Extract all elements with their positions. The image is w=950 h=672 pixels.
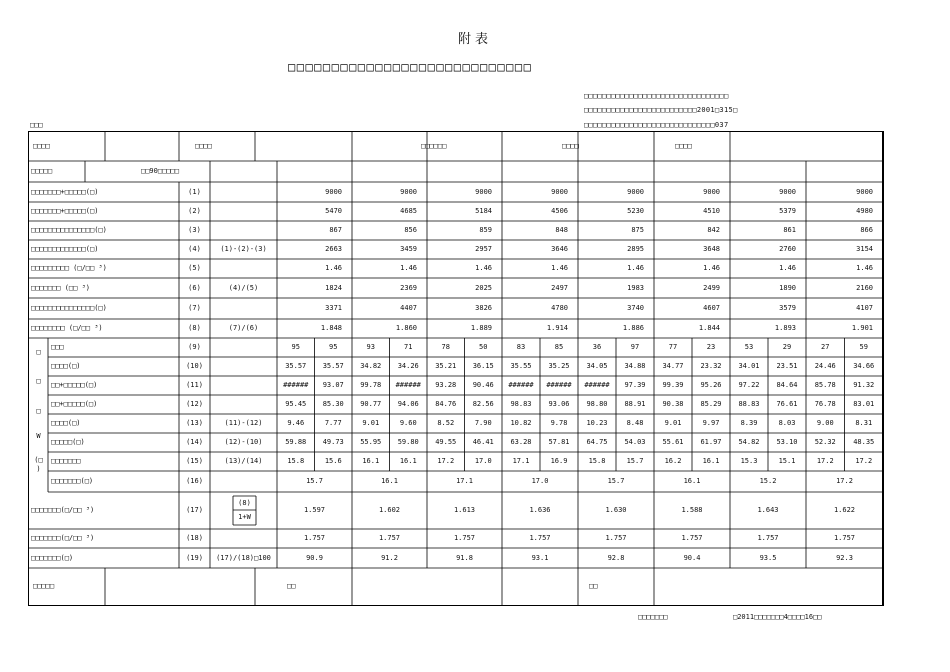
row-value: 9000 xyxy=(551,187,568,196)
moisture-value: 71 xyxy=(404,343,413,351)
moisture-value: 85 xyxy=(554,343,564,351)
row-value: 3826 xyxy=(475,304,492,312)
moisture-row-label: □□□□□□□(□) xyxy=(51,477,94,485)
final-value: 1.643 xyxy=(757,506,779,514)
row-value: 2663 xyxy=(325,245,342,253)
header-line-1: □□□□□□□□□□□□□□□□□□□□□□□□□□□□□□□□ xyxy=(584,92,729,100)
row-value: 9000 xyxy=(627,187,644,196)
header-row2-label: □□□□□ xyxy=(31,167,53,175)
row-value: 1.46 xyxy=(551,264,568,272)
row-number: (7) xyxy=(188,304,201,312)
moisture-row-label: □□+□□□□□(□) xyxy=(51,381,98,389)
row-number: (6) xyxy=(188,283,201,292)
row-value: 875 xyxy=(631,226,644,234)
moisture-value: 77 xyxy=(668,343,678,351)
row-value: 1.848 xyxy=(320,324,342,332)
final-value: 93.5 xyxy=(759,553,777,562)
moisture-value: 76.61 xyxy=(776,400,798,408)
moisture-avg-value: 17.0 xyxy=(531,477,549,485)
row-value: 3646 xyxy=(551,245,568,253)
row-value: 2025 xyxy=(475,283,492,292)
moisture-side-label: □ xyxy=(36,406,41,415)
moisture-value: 9.60 xyxy=(399,419,417,427)
row-number: (11) xyxy=(186,381,203,389)
moisture-value: 15.1 xyxy=(778,457,796,465)
row-number: (4) xyxy=(188,245,201,253)
moisture-row-label: □□□□□(□) xyxy=(51,438,85,446)
moisture-value: 17.0 xyxy=(474,457,492,465)
final-value: 1.757 xyxy=(681,534,703,542)
row-number: (19) xyxy=(186,553,203,562)
moisture-side-label: □ xyxy=(36,347,41,356)
row-label: □□□□□□□ (□□ ³) xyxy=(31,283,91,292)
moisture-value: 97.22 xyxy=(738,381,760,389)
row-label: □□□□□□□+□□□□□(□) xyxy=(31,207,99,215)
moisture-value: ###### xyxy=(546,381,572,389)
row-value: 1.860 xyxy=(395,324,417,332)
row-value: 5184 xyxy=(475,207,492,215)
moisture-value: 85.29 xyxy=(700,400,722,408)
row-value: 1.46 xyxy=(627,264,644,272)
row-value: 1.889 xyxy=(470,324,492,332)
row-value: 4107 xyxy=(856,304,873,312)
moisture-value: 10.82 xyxy=(510,419,532,427)
moisture-value: 29 xyxy=(782,343,792,351)
moisture-side-label: □ xyxy=(36,376,41,385)
row-value: 5230 xyxy=(627,207,644,215)
row-value: 2497 xyxy=(551,283,568,292)
moisture-side-label: W xyxy=(36,431,41,440)
moisture-value: 9.97 xyxy=(702,419,720,427)
row-value: 1.46 xyxy=(400,264,417,272)
row-value: 867 xyxy=(329,226,342,234)
moisture-row-label: □□□ xyxy=(51,343,64,351)
moisture-value: 50 xyxy=(479,343,488,351)
moisture-value: 8.52 xyxy=(437,419,455,427)
moisture-value: 83.01 xyxy=(853,400,875,408)
moisture-value: 61.97 xyxy=(700,438,722,446)
final-value: 1.757 xyxy=(833,534,856,542)
final-row-label: □□□□□□□(□) xyxy=(31,553,74,562)
moisture-value: ###### xyxy=(395,381,421,389)
moisture-avg-value: 17.1 xyxy=(456,477,473,485)
moisture-value: 35.57 xyxy=(322,362,344,370)
moisture-value: ###### xyxy=(283,381,309,389)
row-number: (10) xyxy=(186,362,203,370)
moisture-value: 16.2 xyxy=(664,457,682,465)
moisture-value: 90.46 xyxy=(472,381,494,389)
row-value: 2895 xyxy=(627,245,644,253)
moisture-row-label: □□□□(□) xyxy=(51,419,81,427)
final-value: 90.4 xyxy=(683,553,701,562)
final-value: 1.636 xyxy=(529,506,551,514)
formula-numerator: (8) xyxy=(238,498,251,507)
row-value: 9000 xyxy=(325,187,342,196)
moisture-value: 59.88 xyxy=(285,438,307,446)
page-subtitle: □□□□□□□□□□□□□□□□□□□□□□□□□□□□ xyxy=(288,60,533,74)
row-value: 1890 xyxy=(779,283,796,292)
moisture-value: 55.95 xyxy=(360,438,382,446)
row-value: 2957 xyxy=(475,245,492,253)
moisture-value: 59 xyxy=(859,343,868,351)
moisture-avg-value: 16.1 xyxy=(683,477,701,485)
row-value: 9000 xyxy=(703,187,720,196)
page-title: 附表 xyxy=(457,32,492,47)
moisture-value: 17.1 xyxy=(512,457,530,465)
moisture-value: 10.23 xyxy=(586,419,608,427)
moisture-value: 8.03 xyxy=(778,419,796,427)
header-cell-project: □□□□ xyxy=(33,142,50,150)
row-value: 3579 xyxy=(779,304,796,312)
moisture-value: 46.41 xyxy=(472,438,494,446)
moisture-value: 99.39 xyxy=(662,381,684,389)
final-value: 91.2 xyxy=(381,553,398,562)
moisture-value: 55.61 xyxy=(662,438,684,446)
row-value: 1.46 xyxy=(856,264,873,272)
moisture-value: 76.78 xyxy=(814,400,836,408)
moisture-value: 15.7 xyxy=(626,457,644,465)
moisture-value: 9.78 xyxy=(550,419,568,427)
moisture-value: 27 xyxy=(821,343,830,351)
row-value: 3371 xyxy=(325,304,342,312)
moisture-value: 23.32 xyxy=(700,362,722,370)
moisture-value: 34.01 xyxy=(738,362,760,370)
header-cell-5: □□□□ xyxy=(675,142,692,150)
final-value: 92.8 xyxy=(607,553,625,562)
row-number: (15) xyxy=(186,457,203,465)
moisture-value: 84.64 xyxy=(776,381,798,389)
moisture-value: 88.83 xyxy=(738,400,760,408)
final-value: 1.622 xyxy=(833,506,856,514)
header-row2-value: □□90□□□□□ xyxy=(141,167,179,175)
moisture-value: 7.90 xyxy=(474,419,492,427)
header-line-3: □□□□□□□□□□□□□□□□□□□□□□□□□□□□□037 xyxy=(584,121,729,129)
moisture-value: 36.15 xyxy=(472,362,494,370)
moisture-value: 59.80 xyxy=(397,438,419,446)
moisture-avg-value: 17.2 xyxy=(836,477,853,485)
row-value: 1.893 xyxy=(774,324,796,332)
row-label: □□□□□□□□□ (□/□□ ³) xyxy=(31,264,107,272)
moisture-value: 9.00 xyxy=(816,419,834,427)
final-value: 1.597 xyxy=(303,506,326,514)
row-value: 2760 xyxy=(779,245,796,253)
row-value: 1.46 xyxy=(475,264,492,272)
row-formula: (4)/(5) xyxy=(228,283,259,292)
final-row-label: □□□□□□□(□/□□ ³) xyxy=(31,534,95,542)
final-value: 91.8 xyxy=(456,553,473,562)
final-value: 93.1 xyxy=(531,553,549,562)
row-label: □□□□□□□□□□□□□(□) xyxy=(31,245,99,253)
moisture-value: 93 xyxy=(366,343,375,351)
moisture-value: 54.82 xyxy=(738,438,760,446)
row-value: 4506 xyxy=(551,207,568,215)
moisture-value: 15.8 xyxy=(588,457,606,465)
row-number: (17) xyxy=(186,506,203,514)
moisture-row-label: □□□□(□) xyxy=(51,362,81,370)
moisture-value: 63.28 xyxy=(510,438,532,446)
moisture-value: 9.01 xyxy=(362,419,380,427)
moisture-value: 24.46 xyxy=(814,362,836,370)
moisture-value: 34.26 xyxy=(397,362,419,370)
moisture-value: 35.21 xyxy=(435,362,457,370)
moisture-value: 34.66 xyxy=(853,362,875,370)
moisture-value: 8.39 xyxy=(740,419,758,427)
row-label: □□□□□□□+□□□□□(□) xyxy=(31,187,99,196)
row-value: 4685 xyxy=(400,207,417,215)
moisture-avg-value: 15.7 xyxy=(306,477,323,485)
final-value: 1.757 xyxy=(378,534,401,542)
signature-label-3: □□ xyxy=(589,582,598,590)
row-value: 9000 xyxy=(475,187,492,196)
final-value: 1.613 xyxy=(453,506,476,514)
moisture-value: 85.30 xyxy=(322,400,344,408)
row-label: □□□□□□□□□□□□□□□(□) xyxy=(31,226,107,234)
moisture-value: 15.6 xyxy=(324,457,342,465)
row-value: 1.46 xyxy=(325,264,342,272)
moisture-value: 78 xyxy=(441,343,450,351)
moisture-row-label: □□+□□□□□(□) xyxy=(51,400,98,408)
moisture-value: 36 xyxy=(592,343,602,351)
row-number: (5) xyxy=(188,264,201,272)
moisture-value: 34.88 xyxy=(624,362,646,370)
footer-date-text: □2011□□□□□□□4□□□□16□□ xyxy=(733,613,822,621)
row-value: 856 xyxy=(404,226,417,234)
moisture-value: 7.77 xyxy=(324,419,342,427)
top-left-label: □□□ xyxy=(30,121,43,129)
moisture-value: 53 xyxy=(744,343,754,351)
formula-denominator: 1+W xyxy=(238,512,251,521)
row-number: (1) xyxy=(188,187,201,196)
moisture-value: 34.82 xyxy=(360,362,382,370)
moisture-value: 17.2 xyxy=(816,457,834,465)
row-number: (2) xyxy=(188,207,201,215)
row-label: □□□□□□□□□□□□□□□(□) xyxy=(31,304,107,312)
row-formula: (11)-(12) xyxy=(224,419,263,427)
final-value: 1.757 xyxy=(453,534,476,542)
final-value: 1.757 xyxy=(605,534,627,542)
moisture-value: 16.9 xyxy=(550,457,568,465)
final-value: 1.630 xyxy=(605,506,627,514)
moisture-avg-value: 16.1 xyxy=(381,477,398,485)
moisture-value: 88.91 xyxy=(624,400,646,408)
moisture-value: 35.55 xyxy=(510,362,532,370)
row-value: 2499 xyxy=(703,283,720,292)
row-value: 2160 xyxy=(856,283,873,292)
moisture-value: 35.57 xyxy=(285,362,307,370)
final-value: 1.602 xyxy=(378,506,401,514)
moisture-value: 17.2 xyxy=(855,457,873,465)
moisture-value: 97.39 xyxy=(624,381,646,389)
moisture-value: 8.31 xyxy=(855,419,873,427)
header-line-2: □□□□□□□□□□□□□□□□□□□□□□□□□2001□315□ xyxy=(584,106,738,114)
moisture-value: 98.80 xyxy=(586,400,608,408)
row-value: 1983 xyxy=(627,283,644,292)
final-value: 92.3 xyxy=(836,553,853,562)
row-value: 3154 xyxy=(856,245,873,253)
row-number: (12) xyxy=(186,400,203,408)
moisture-value: 52.32 xyxy=(814,438,836,446)
moisture-value: 84.76 xyxy=(435,400,457,408)
row-value: 4780 xyxy=(551,304,568,312)
moisture-value: 15.3 xyxy=(740,457,758,465)
moisture-value: 23.51 xyxy=(776,362,798,370)
row-value: 3648 xyxy=(703,245,720,253)
moisture-value: 9.46 xyxy=(287,419,305,427)
row-number: (14) xyxy=(186,438,203,446)
moisture-value: 93.28 xyxy=(435,381,457,389)
final-value: 1.588 xyxy=(681,506,703,514)
row-value: 1.844 xyxy=(698,324,720,332)
moisture-value: 95.45 xyxy=(285,400,307,408)
moisture-value: 95.26 xyxy=(700,381,722,389)
moisture-value: 16.1 xyxy=(399,457,417,465)
header-cell-4: □□□□ xyxy=(562,142,579,150)
moisture-value: 91.32 xyxy=(853,381,875,389)
moisture-value: ###### xyxy=(508,381,534,389)
header-cell-2: □□□□ xyxy=(195,142,212,150)
row-formula: (7)/(6) xyxy=(228,324,259,332)
row-number: (18) xyxy=(186,534,203,542)
moisture-value: 99.78 xyxy=(360,381,382,389)
row-value: 1.46 xyxy=(703,264,720,272)
row-number: (9) xyxy=(188,343,201,351)
row-value: 4510 xyxy=(703,207,720,215)
row-value: 848 xyxy=(555,226,568,234)
row-formula: (17)/(18)□100 xyxy=(216,553,271,562)
row-label: □□□□□□□□ (□/□□ ³) xyxy=(31,324,103,332)
moisture-value: 34.77 xyxy=(662,362,684,370)
moisture-value: 53.10 xyxy=(776,438,798,446)
moisture-value: 15.8 xyxy=(287,457,305,465)
row-number: (13) xyxy=(186,419,203,427)
row-value: 1.914 xyxy=(546,324,568,332)
moisture-avg-value: 15.2 xyxy=(759,477,777,485)
row-value: 2369 xyxy=(400,283,417,292)
moisture-avg-value: 15.7 xyxy=(607,477,625,485)
moisture-value: 9.01 xyxy=(664,419,682,427)
compaction-test-table xyxy=(28,131,884,606)
row-value: 5470 xyxy=(325,207,342,215)
final-row-label: □□□□□□□(□/□□ ³) xyxy=(31,506,95,514)
footer-left-text: □□□□□□□ xyxy=(638,613,668,621)
moisture-row-label: □□□□□□□ xyxy=(51,457,81,465)
moisture-value: 16.1 xyxy=(702,457,720,465)
moisture-value: 85.78 xyxy=(814,381,836,389)
moisture-value: 93.07 xyxy=(322,381,344,389)
moisture-value: ###### xyxy=(584,381,610,389)
moisture-value: 17.2 xyxy=(437,457,455,465)
moisture-value: 16.1 xyxy=(362,457,380,465)
moisture-value: 95 xyxy=(291,343,300,351)
row-value: 9000 xyxy=(400,187,417,196)
row-value: 9000 xyxy=(856,187,873,196)
moisture-value: 94.06 xyxy=(397,400,419,408)
moisture-value: 98.83 xyxy=(510,400,532,408)
moisture-value: 23 xyxy=(706,343,716,351)
header-cell-3: □□□□□□ xyxy=(421,142,447,150)
moisture-value: 83 xyxy=(516,343,526,351)
row-formula: (12)-(10) xyxy=(224,438,263,446)
final-value: 1.757 xyxy=(529,534,551,542)
moisture-value: 82.56 xyxy=(472,400,494,408)
moisture-value: 48.35 xyxy=(853,438,875,446)
row-value: 859 xyxy=(479,226,492,234)
row-value: 1.886 xyxy=(622,324,644,332)
moisture-value: 34.05 xyxy=(586,362,608,370)
moisture-value: 35.25 xyxy=(548,362,570,370)
moisture-value: 8.48 xyxy=(626,419,644,427)
moisture-value: 49.73 xyxy=(322,438,344,446)
moisture-side-label: (□ ) xyxy=(34,455,43,473)
moisture-value: 54.03 xyxy=(624,438,646,446)
moisture-value: 57.81 xyxy=(548,438,570,446)
final-value: 90.9 xyxy=(306,553,323,562)
row-number: (3) xyxy=(188,226,201,234)
row-value: 3740 xyxy=(627,304,644,312)
moisture-value: 49.55 xyxy=(435,438,457,446)
moisture-value: 93.06 xyxy=(548,400,570,408)
moisture-value: 97 xyxy=(630,343,640,351)
signature-label-1: □□□□□ xyxy=(33,582,55,590)
row-value: 5379 xyxy=(779,207,796,215)
moisture-value: 95 xyxy=(329,343,338,351)
row-formula: (1)-(2)-(3) xyxy=(220,245,267,253)
row-number: (8) xyxy=(188,324,201,332)
row-value: 1824 xyxy=(325,283,342,292)
row-value: 3459 xyxy=(400,245,417,253)
final-value: 1.757 xyxy=(303,534,326,542)
row-value: 4607 xyxy=(703,304,720,312)
row-value: 861 xyxy=(783,226,796,234)
signature-label-2: □□ xyxy=(287,582,296,590)
row-value: 4407 xyxy=(400,304,417,312)
moisture-value: 90.38 xyxy=(662,400,684,408)
row-value: 1.46 xyxy=(779,264,796,272)
row-value: 1.901 xyxy=(851,324,873,332)
row-value: 866 xyxy=(860,226,873,234)
moisture-value: 90.77 xyxy=(360,400,382,408)
row-value: 842 xyxy=(707,226,720,234)
final-value: 1.757 xyxy=(757,534,779,542)
row-value: 9000 xyxy=(779,187,796,196)
row-formula: (13)/(14) xyxy=(224,457,263,465)
row-number: (16) xyxy=(186,477,203,485)
moisture-value: 64.75 xyxy=(586,438,608,446)
row-value: 4980 xyxy=(856,207,873,215)
